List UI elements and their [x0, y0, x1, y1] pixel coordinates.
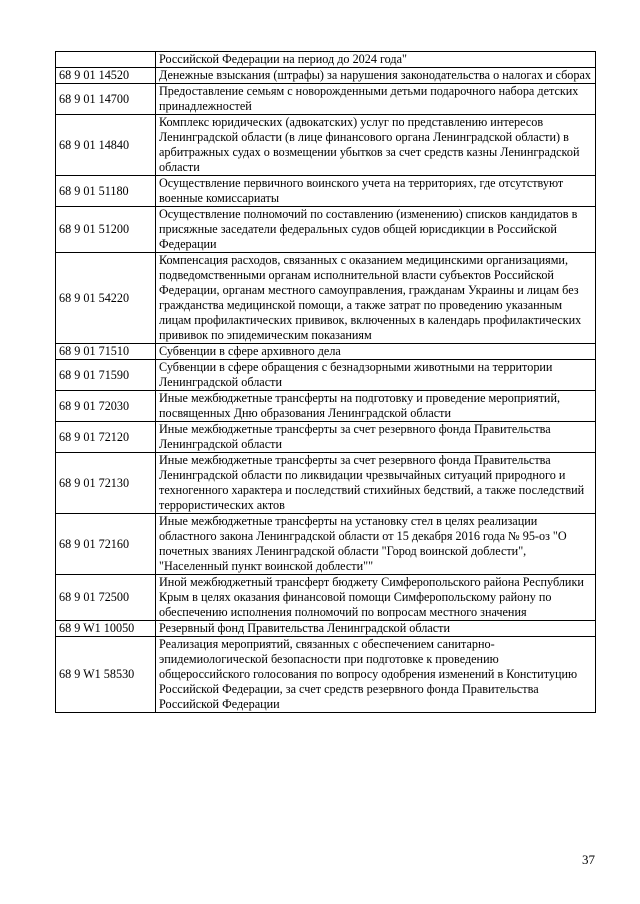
table-row: [56, 115, 596, 176]
row-code-cell: 68 9 01 72030: [56, 391, 156, 422]
row-code-cell: 68 9 01 72130: [56, 453, 156, 514]
row-description-cell: Осуществление первичного воинского учета на территориях, где отсутствуют военные комиссариаты: [156, 176, 596, 207]
table-row: [56, 453, 596, 514]
row-code-cell: 68 9 W1 58530: [56, 637, 156, 713]
table-row: [56, 575, 596, 621]
row-code-cell: 68 9 W1 10050: [56, 621, 156, 637]
row-description-cell: Иной межбюджетный трансферт бюджету Симферопольского района Республики Крым в целях оказания финансовой помощи Симферопольскому району по обеспечению исполнения полномочий по вопросам местного значения: [156, 575, 596, 621]
table-row: [56, 360, 596, 391]
table-body: [56, 52, 596, 713]
table-row: [56, 84, 596, 115]
row-description-cell: Иные межбюджетные трансферты на установку стел в целях реализации областного закона Ленинградской области от 15 декабря 2016 года № 95-оз "О почетных званиях Ленинградской области "Город воинской доблести", "Населенный пункт воинской доблести"": [156, 514, 596, 575]
row-code-cell: [56, 52, 156, 68]
row-description-cell: Компенсация расходов, связанных с оказанием медицинскими организациями, подведомственными органам исполнительной власти субъектов Российской Федерации, органам местного самоуправления, гражданам Украины и лицам без гражданства медицинской помощи, а также затрат по проведению указанным лицам профилактических прививок, включенных в календарь профилактических прививок по эпидемическим показаниям: [156, 253, 596, 344]
table-row: [56, 621, 596, 637]
row-description-cell: Осуществление полномочий по составлению (изменению) списков кандидатов в присяжные заседатели федеральных судов общей юрисдикции в Российской Федерации: [156, 207, 596, 253]
row-description-cell: Комплекс юридических (адвокатских) услуг по представлению интересов Ленинградской области (в лице финансового органа Ленинградской области) в арбитражных судах о возмещении убытков за счет средств казны Ленинградской области: [156, 115, 596, 176]
row-description-cell: Субвенции в сфере архивного дела: [156, 344, 596, 360]
row-description-cell: Российской Федерации на период до 2024 года": [156, 52, 596, 68]
table-row: [56, 68, 596, 84]
row-code-cell: 68 9 01 54220: [56, 253, 156, 344]
table-row: [56, 637, 596, 713]
row-code-cell: 68 9 01 14700: [56, 84, 156, 115]
row-description-cell: Иные межбюджетные трансферты за счет резервного фонда Правительства Ленинградской области: [156, 422, 596, 453]
page-number: 37: [582, 852, 595, 867]
table-row: [56, 207, 596, 253]
table-row: [56, 391, 596, 422]
row-code-cell: 68 9 01 72120: [56, 422, 156, 453]
row-code-cell: 68 9 01 14840: [56, 115, 156, 176]
row-description-cell: Предоставление семьям с новорожденными детьми подарочного набора детских принадлежностей: [156, 84, 596, 115]
row-description-cell: Резервный фонд Правительства Ленинградской области: [156, 621, 596, 637]
table-row: [56, 253, 596, 344]
table-row: [56, 422, 596, 453]
table-row: [56, 344, 596, 360]
budget-codes-table: [55, 51, 596, 713]
table-row: [56, 514, 596, 575]
row-code-cell: 68 9 01 72160: [56, 514, 156, 575]
row-description-cell: Реализация мероприятий, связанных с обеспечением санитарно-эпидемиологической безопасности при подготовке к проведению общероссийского голосования по вопросу одобрения изменений в Конституцию Российской Федерации, за счет средств резервного фонда Правительства Российской Федерации: [156, 637, 596, 713]
row-description-cell: Денежные взыскания (штрафы) за нарушения законодательства о налогах и сборах: [156, 68, 596, 84]
table-row: [56, 176, 596, 207]
row-code-cell: 68 9 01 71510: [56, 344, 156, 360]
row-code-cell: 68 9 01 71590: [56, 360, 156, 391]
row-description-cell: Иные межбюджетные трансферты за счет резервного фонда Правительства Ленинградской области по ликвидации чрезвычайных ситуаций природного и техногенного характера и последствий стихийных бедствий, а также последствий террористических актов: [156, 453, 596, 514]
row-code-cell: 68 9 01 51180: [56, 176, 156, 207]
row-code-cell: 68 9 01 72500: [56, 575, 156, 621]
row-code-cell: 68 9 01 51200: [56, 207, 156, 253]
table-row: [56, 52, 596, 68]
row-description-cell: Иные межбюджетные трансферты на подготовку и проведение мероприятий, посвященных Дню образования Ленинградской области: [156, 391, 596, 422]
row-code-cell: 68 9 01 14520: [56, 68, 156, 84]
row-description-cell: Субвенции в сфере обращения с безнадзорными животными на территории Ленинградской области: [156, 360, 596, 391]
